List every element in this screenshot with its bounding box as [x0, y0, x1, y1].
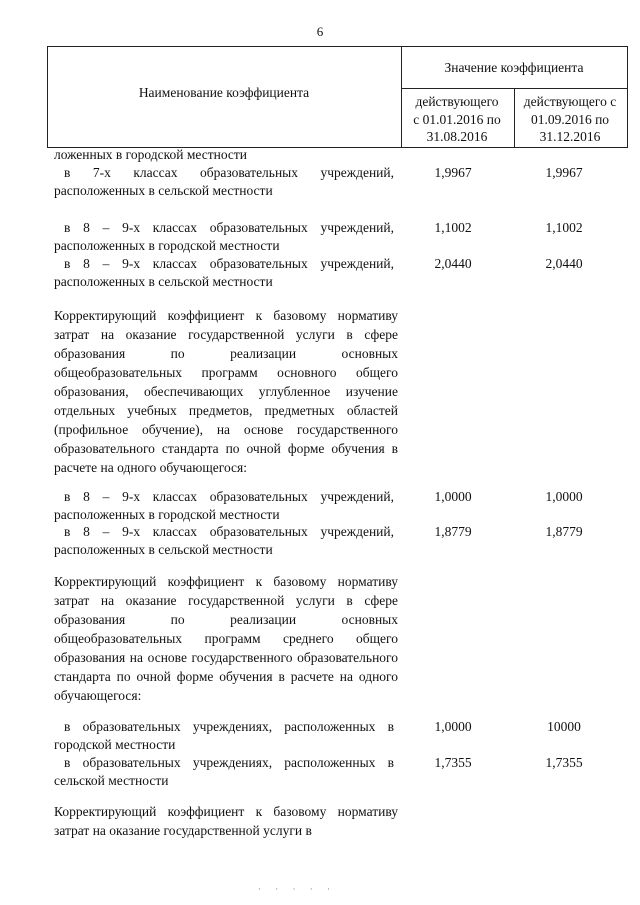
row-7-rural-value-2: 1,9967	[545, 165, 583, 180]
row-secondary-rural-value-1: 1,7355	[434, 755, 472, 770]
row-8-9-rural-value-2: 2,0440	[545, 256, 583, 271]
row-profile-urban-value-1: 1,0000	[434, 489, 472, 504]
paragraph-profile-coefficient: Корректирующий коэффициент к базовому нормативу затрат на оказание государственной услуги в сфере образования по реализации основных общеобразовательных программ основного общего образования, обеспечивающих углубленное изучение отдельных учебных предметов, предметных областей (профильное обучение), на основе государственного образовательного стандарта по очной форме обучения в расчете на одного обучающегося:	[54, 308, 398, 475]
row-8-9-urban-value-1: 1,1002	[434, 220, 472, 235]
row-8-9-urban: в 8 – 9-х классах образовательных учреждений, расположенных в городской местности	[54, 220, 394, 253]
header-col1: действующего с 01.01.2016 по 31.08.2016	[413, 94, 501, 144]
row-7-rural: в 7-х классах образовательных учреждений, расположенных в сельской местности	[54, 165, 394, 198]
row-8-9-urban-value-2: 1,1002	[545, 220, 583, 235]
scan-specks: · · · · ·	[258, 884, 336, 894]
row-8-9-rural-value-1: 2,0440	[434, 256, 472, 271]
row-continuation: ложенных в городской местности	[54, 147, 248, 162]
row-profile-rural-value-2: 1,8779	[545, 524, 583, 539]
paragraph-continued: Корректирующий коэффициент к базовому нормативу затрат на оказание государственной услуги в	[54, 804, 398, 838]
header-col2: действующего с 01.09.2016 по 31.12.2016	[523, 94, 617, 144]
row-secondary-urban-value-2: 10000	[547, 719, 581, 734]
row-8-9-rural: в 8 – 9-х классах образовательных учреждений, расположенных в сельской местности	[54, 256, 394, 289]
row-profile-urban-value-2: 1,0000	[545, 489, 583, 504]
row-profile-rural-value-1: 1,8779	[434, 524, 472, 539]
page-number: 6	[316, 24, 324, 39]
row-profile-rural: в 8 – 9-х классах образовательных учреждений, расположенных в сельской местности	[54, 524, 394, 557]
row-secondary-urban-value-1: 1,0000	[434, 719, 472, 734]
row-7-rural-value-1: 1,9967	[434, 165, 472, 180]
header-name-label: Наименование коэффициента	[138, 85, 310, 100]
row-secondary-rural: в образовательных учреждениях, расположенных в сельской местности	[54, 755, 394, 788]
paragraph-secondary-coefficient: Корректирующий коэффициент к базовому нормативу затрат на оказание государственной услуги в сфере образования по реализации основных общеобразовательных программ среднего общего образования на основе государственного образовательного стандарта по очной форме обучения в расчете на одного обучающегося:	[54, 574, 398, 703]
row-secondary-urban: в образовательных учреждениях, расположенных в городской местности	[54, 719, 394, 752]
row-profile-urban: в 8 – 9-х классах образовательных учреждений, расположенных в городской местности	[54, 489, 394, 522]
row-secondary-rural-value-2: 1,7355	[545, 755, 583, 770]
header-value-label: Значение коэффициента	[444, 60, 584, 75]
